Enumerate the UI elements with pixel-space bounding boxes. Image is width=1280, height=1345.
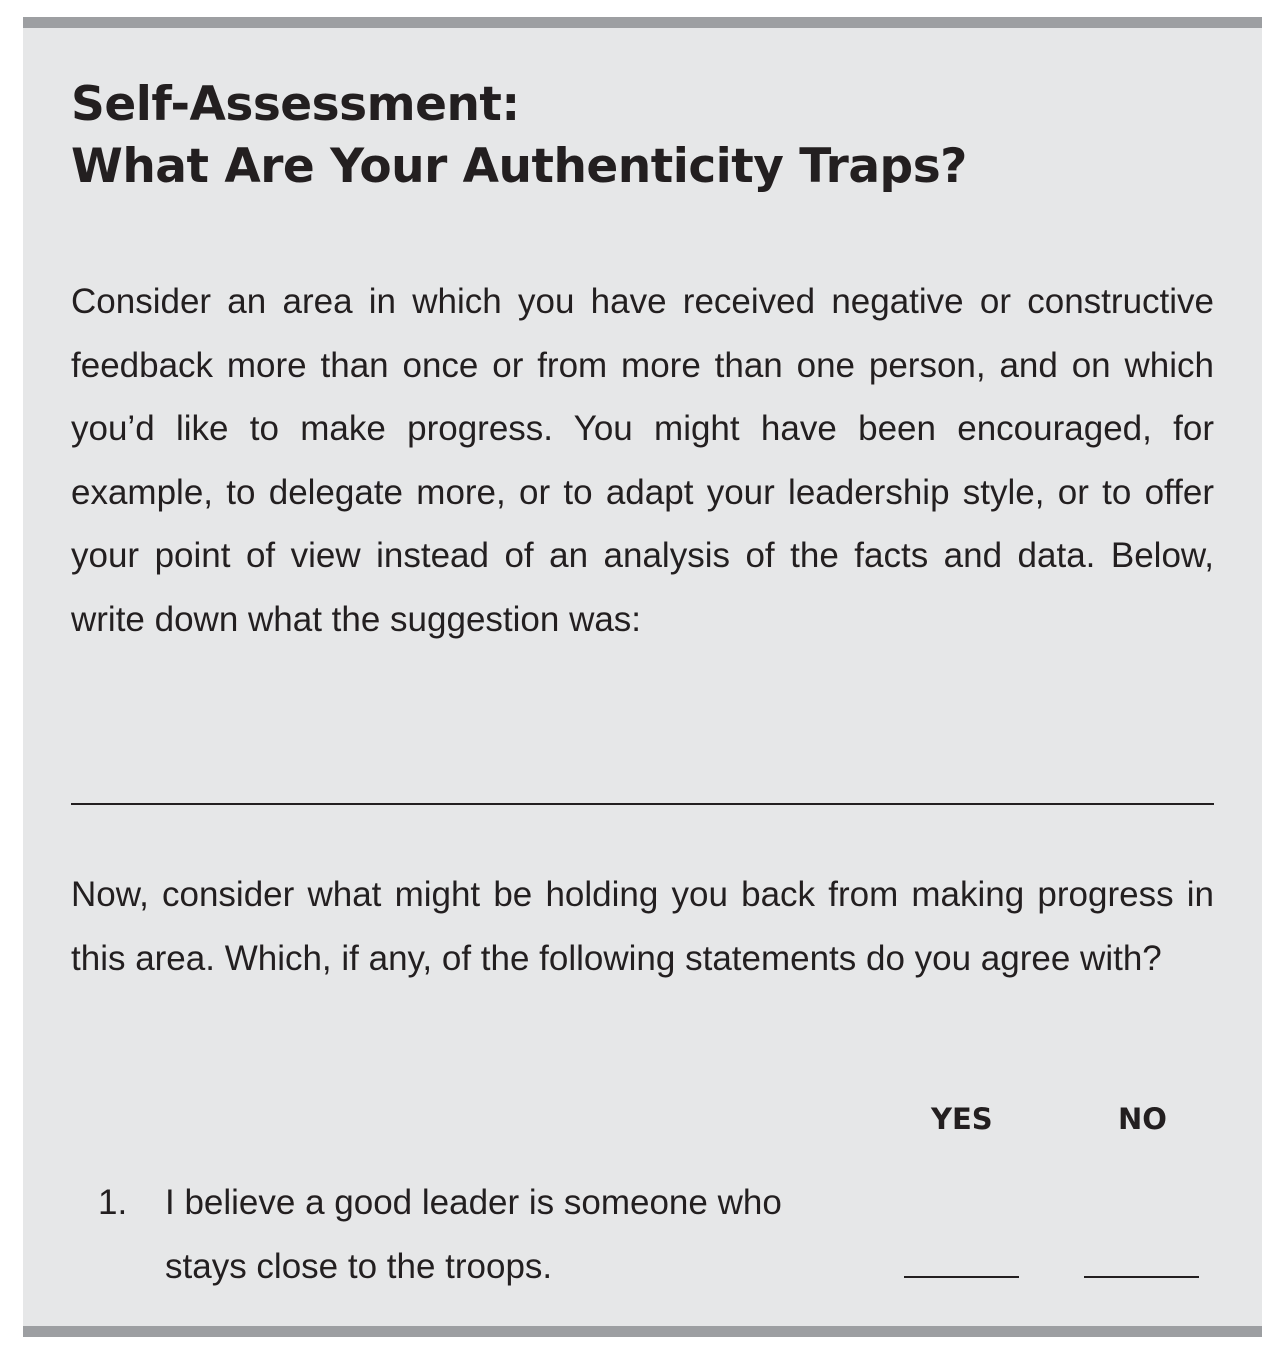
statement-no-blank[interactable] — [1084, 1276, 1199, 1278]
suggestion-answer-line[interactable] — [71, 803, 1214, 805]
followup-paragraph: Now, consider what might be holding you back from making progress in this area. Which, if any, of the following statements do you agree with? — [71, 875, 1214, 978]
intro-paragraph: Consider an area in which you have received negative or constructive feedback more than once or from more than one person, and on which you’d like to make progress. You might have been encouraged, for example, to delegate more, or to adapt your leadership style, or to offer your point of view instead of an analysis of the facts and data. Below, write down what the suggestion was: — [71, 282, 1214, 639]
assessment-panel — [23, 17, 1262, 1337]
title-line-1: Self-Assessment: — [71, 77, 520, 132]
no-column-header: NO — [1118, 1102, 1167, 1136]
statement-number: 1. — [98, 1183, 128, 1222]
title-line-2: What Are Your Authenticity Traps? — [71, 139, 967, 194]
statement-text: I believe a good leader is someone who stays close to the troops. — [165, 1183, 782, 1286]
yes-column-header: YES — [931, 1102, 993, 1136]
page-title — [71, 74, 967, 198]
statement-yes-blank[interactable] — [904, 1276, 1019, 1278]
